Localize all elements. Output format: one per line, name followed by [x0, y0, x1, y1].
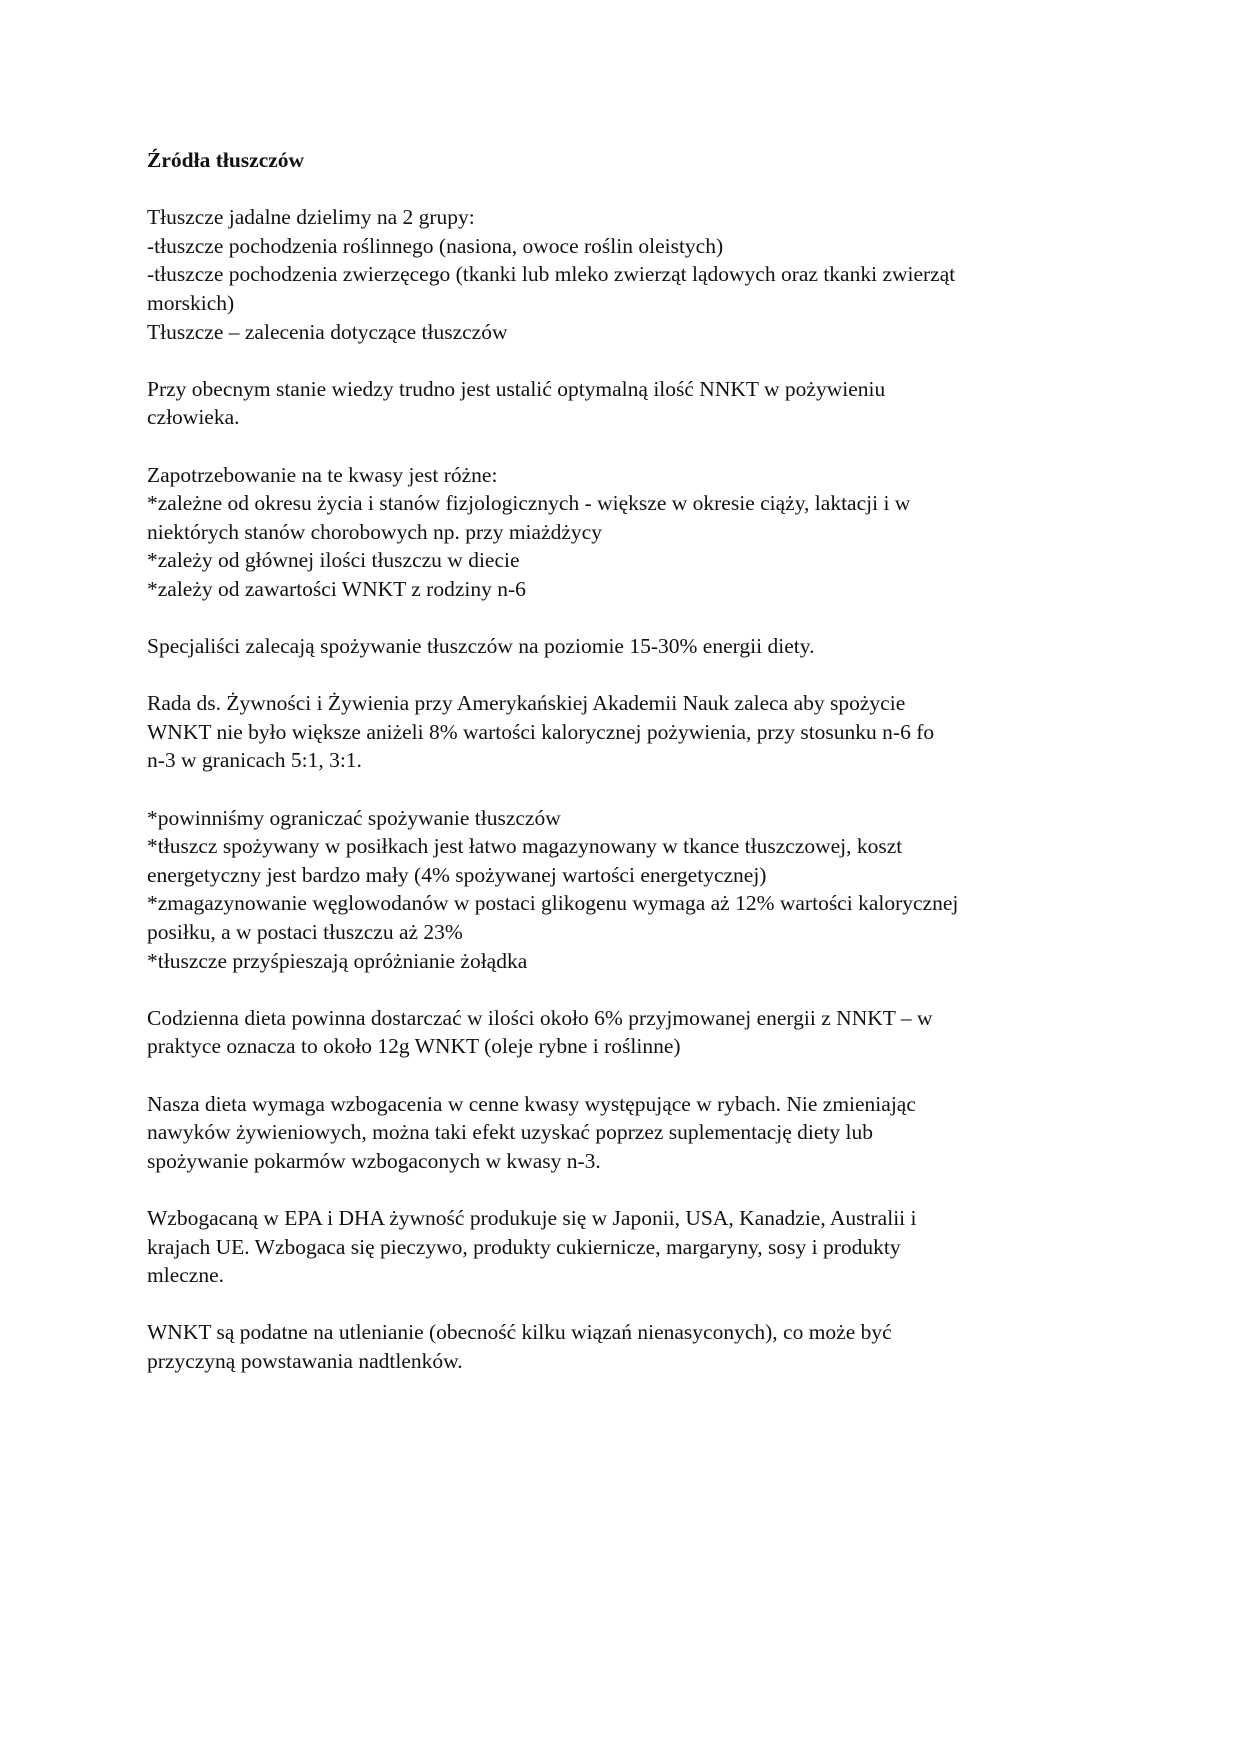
text-line: posiłku, a w postaci tłuszczu aż 23%: [147, 920, 463, 945]
text-line: przyczyną powstawania nadtlenków.: [147, 1348, 463, 1373]
text-line: n-3 w granicach 5:1, 3:1.: [147, 748, 362, 773]
text-line: WNKT są podatne na utlenianie (obecność kilku wiązań nienasyconych), co może być: [147, 1320, 892, 1345]
text-line: Nasza dieta wymaga wzbogacenia w cenne kwasy występujące w rybach. Nie zmieniając: [147, 1091, 916, 1116]
text-line: nawyków żywieniowych, można taki efekt uzyskać poprzez suplementację diety lub: [147, 1120, 873, 1145]
text-line: Tłuszcze – zalecenia dotyczące tłuszczów: [147, 319, 508, 344]
paragraph: [147, 375, 1107, 432]
text-line: Zapotrzebowanie na te kwasy jest różne:: [147, 462, 498, 487]
text-line: -tłuszcze pochodzenia roślinnego (nasiona, owoce roślin oleistych): [147, 233, 724, 258]
paragraph: [147, 689, 1107, 775]
text-line: Rada ds. Żywności i Żywienia przy Amerykańskiej Akademii Nauk zaleca aby spożycie: [147, 691, 906, 716]
text-line: *zależy od głównej ilości tłuszczu w diecie: [147, 548, 520, 573]
paragraph: [147, 1090, 1107, 1176]
text-line: mleczne.: [147, 1263, 224, 1288]
text-line: Codzienna dieta powinna dostarczać w ilości około 6% przyjmowanej energii z NNKT – w: [147, 1005, 933, 1030]
text-line: *tłuszcze przyśpieszają opróżnianie żołądka: [147, 948, 528, 973]
text-line: *tłuszcz spożywany w posiłkach jest łatwo magazynowany w tkance tłuszczowej, koszt: [147, 834, 903, 859]
text-line: praktyce oznacza to około 12g WNKT (oleje rybne i roślinne): [147, 1034, 681, 1059]
document-body: [147, 203, 1107, 1375]
paragraph: [147, 804, 1107, 976]
text-line: krajach UE. Wzbogaca się pieczywo, produkty cukiernicze, margaryny, sosy i produkty: [147, 1234, 901, 1259]
text-line: *zależne od okresu życia i stanów fizjologicznych - większe w okresie ciąży, laktacji i w: [147, 491, 911, 516]
text-line: Przy obecnym stanie wiedzy trudno jest ustalić optymalną ilość NNKT w pożywieniu: [147, 376, 886, 401]
document-page: [147, 146, 1107, 1404]
text-line: *powinniśmy ograniczać spożywanie tłuszczów: [147, 805, 561, 830]
document-title: Źródła tłuszczów: [147, 148, 305, 172]
paragraph: [147, 203, 1107, 346]
text-line: WNKT nie było większe aniżeli 8% wartości kalorycznej pożywienia, przy stosunku n-6 fo: [147, 719, 935, 744]
paragraph: [147, 1318, 1107, 1375]
paragraph: [147, 461, 1107, 604]
text-line: morskich): [147, 290, 235, 315]
text-line: niektórych stanów chorobowych np. przy miażdżycy: [147, 519, 602, 544]
text-line: Tłuszcze jadalne dzielimy na 2 grupy:: [147, 205, 475, 230]
text-line: -tłuszcze pochodzenia zwierzęcego (tkanki lub mleko zwierząt lądowych oraz tkanki zwierząt: [147, 262, 956, 287]
paragraph: [147, 1204, 1107, 1290]
text-line: Specjaliści zalecają spożywanie tłuszczów na poziomie 15-30% energii diety.: [147, 634, 815, 659]
text-line: spożywanie pokarmów wzbogaconych w kwasy n-3.: [147, 1148, 601, 1173]
text-line: Wzbogacaną w EPA i DHA żywność produkuje się w Japonii, USA, Kanadzie, Australii i: [147, 1205, 917, 1230]
text-line: *zależy od zawartości WNKT z rodziny n-6: [147, 576, 526, 601]
paragraph: [147, 632, 1107, 661]
text-line: człowieka.: [147, 405, 240, 430]
text-line: energetyczny jest bardzo mały (4% spożywanej wartości energetycznej): [147, 862, 767, 887]
text-line: *zmagazynowanie węglowodanów w postaci glikogenu wymaga aż 12% wartości kalorycznej: [147, 891, 959, 916]
paragraph: [147, 1004, 1107, 1061]
